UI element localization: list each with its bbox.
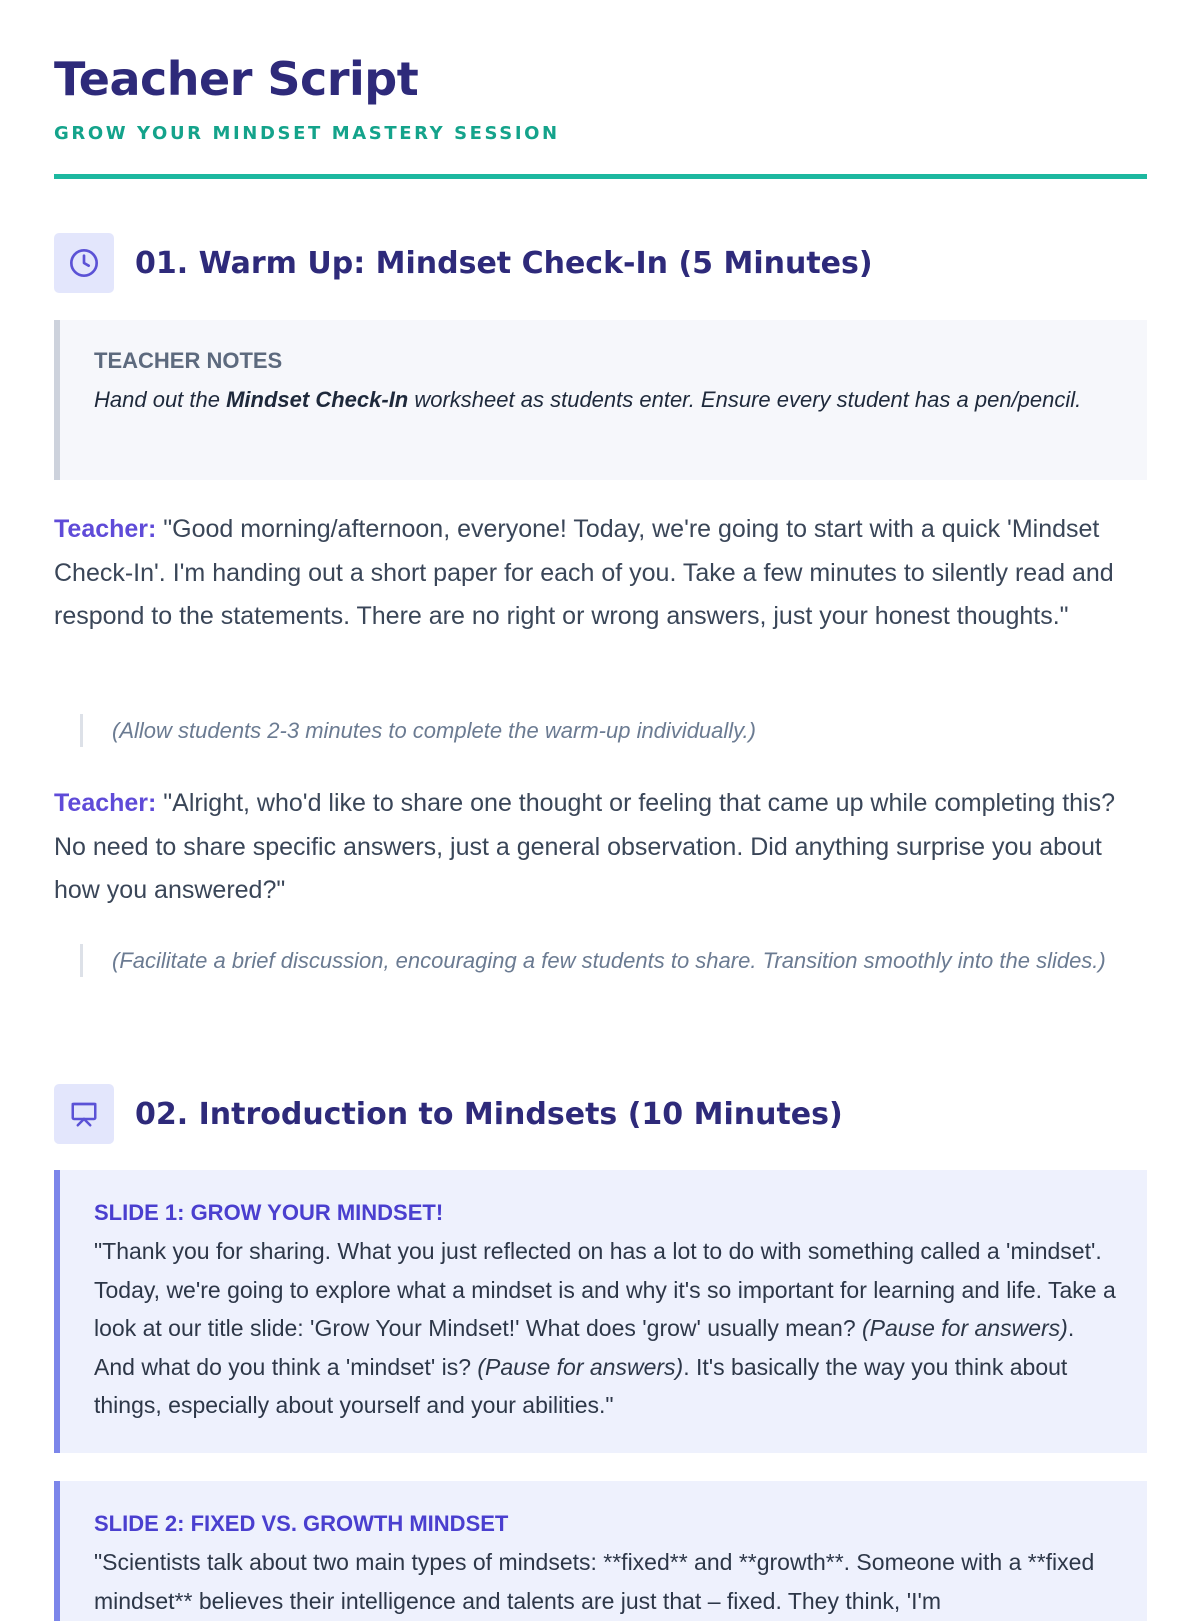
clock-icon	[54, 233, 114, 293]
presentation-board-icon	[54, 1084, 114, 1144]
teacher-dialogue-1: Teacher: "Good morning/afternoon, everyone! Today, we're going to start with a quick 'Mindset Check-In'. I'm handing out a short paper for each of you. Take a few minutes to silently read and respond to the statements. There are no right or wrong answers, just your honest thoughts."	[54, 515, 1114, 630]
section-title-intro: 02. Introduction to Mindsets (10 Minutes)	[135, 1096, 843, 1132]
page-title: Teacher Script	[54, 52, 419, 106]
speaker-label: Teacher:	[54, 789, 157, 817]
section-header-intro	[54, 1084, 843, 1144]
stage-direction-1: (Allow students 2-3 minutes to complete the warm-up individually.)	[80, 714, 1147, 747]
slide-2-label: SLIDE 2: FIXED VS. GROWTH MINDSET	[94, 1511, 509, 1536]
worksheet-name: Mindset Check-In	[226, 387, 409, 412]
teacher-notes-label: TEACHER NOTES	[94, 348, 283, 373]
teacher-notes-box	[54, 320, 1147, 480]
page-subtitle: GROW YOUR MINDSET MASTERY SESSION	[54, 123, 560, 144]
slide-2-text: "Scientists talk about two main types of mindsets: **fixed** and **growth**. Someone with a **fixed mindset** believes their intelligence and talents are just that – fixed. They think, 'I'm	[94, 1549, 1095, 1614]
section-header-warm-up	[54, 233, 873, 293]
teacher-dialogue-2: Teacher: "Alright, who'd like to share one thought or feeling that came up while completing this? No need to share specific answers, just a general observation. Did anything surprise you about how you answered?"	[54, 789, 1116, 904]
slide-1-label: SLIDE 1: GROW YOUR MINDSET!	[94, 1200, 444, 1225]
stage-direction-2: (Facilitate a brief discussion, encouraging a few students to share. Transition smoothly into the slides.)	[80, 944, 1147, 977]
slide-1-text: "Thank you for sharing. What you just reflected on has a lot to do with something called a 'mindset'. Today, we're going to explore what a mindset is and why it's so important for learning and life. Take a look at our title slide: 'Grow Your Mindset!' What does 'grow' usually mean? (Pause for answers). And what do you think a 'mindset' is? (Pause for answers). It's basically the way you think about things, especially about yourself and your abilities."	[94, 1238, 1116, 1418]
slide-1-box	[54, 1170, 1147, 1453]
section-title-warm-up: 01. Warm Up: Mindset Check-In (5 Minutes)	[135, 245, 873, 281]
speaker-label: Teacher:	[54, 515, 157, 543]
slide-2-box	[54, 1481, 1147, 1621]
title-divider	[54, 174, 1147, 179]
teacher-notes-text: Hand out the Mindset Check-In worksheet as students enter. Ensure every student has a pen/pencil.	[94, 387, 1082, 412]
